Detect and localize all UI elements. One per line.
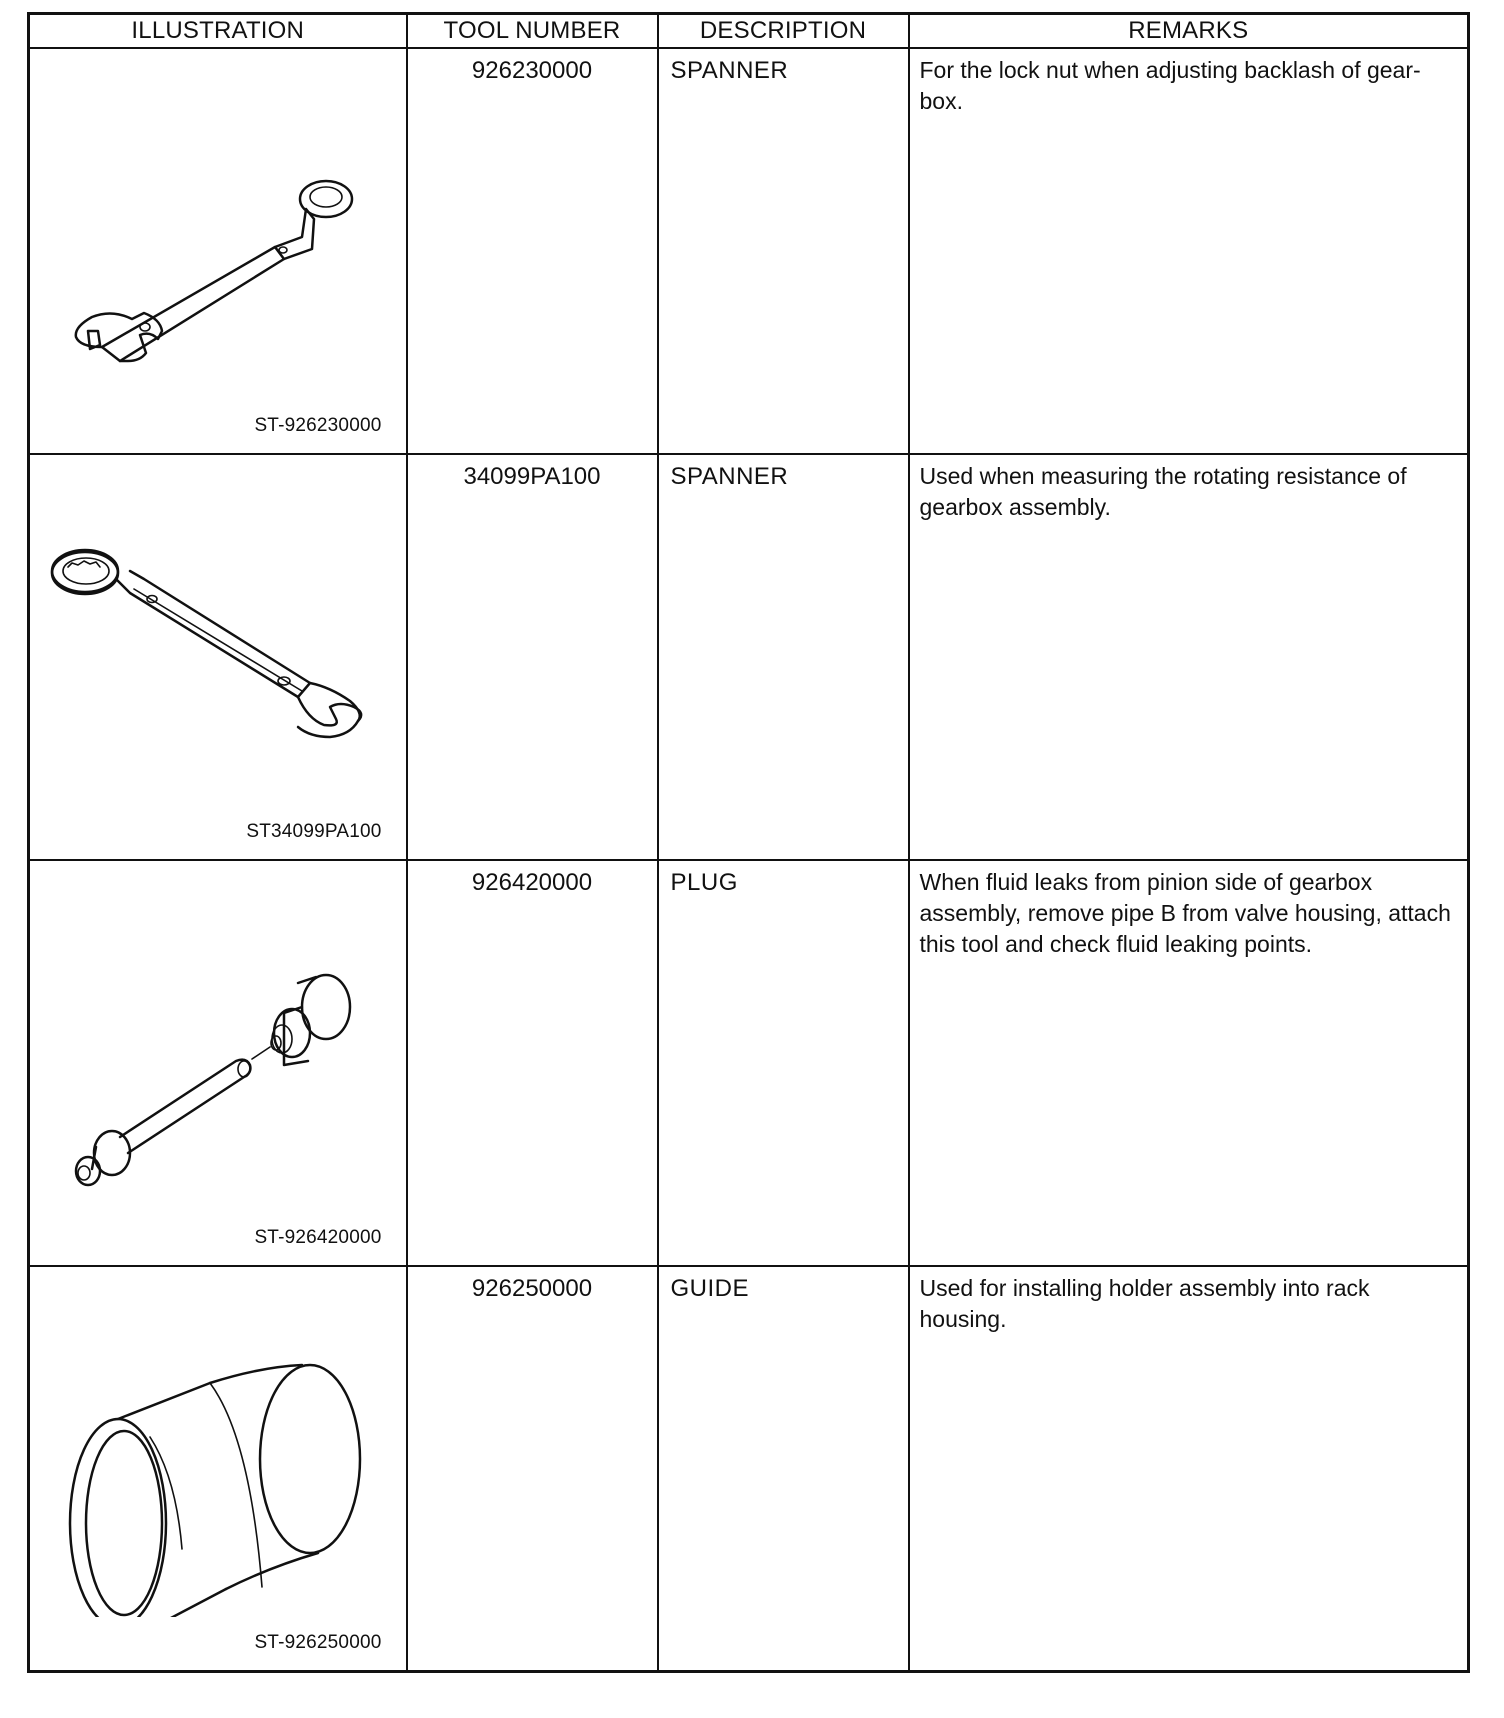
illustration-code: ST-926420000	[254, 1226, 382, 1248]
illustration-cell	[29, 1266, 407, 1672]
header-remarks: REMARKS	[909, 14, 1469, 48]
description: PLUG	[658, 860, 909, 1266]
guide-sleeve-icon	[40, 1287, 380, 1617]
description: SPANNER	[658, 48, 909, 454]
description: SPANNER	[658, 454, 909, 860]
illustration-code: ST34099PA100	[246, 820, 382, 842]
tool-number: 926230000	[407, 48, 658, 454]
header-tool-number: TOOL NUMBER	[407, 14, 658, 48]
remarks: For the lock nut when adjusting backlash of gear-box.	[909, 48, 1469, 454]
special-tools-table	[27, 12, 1470, 1673]
tool-number: 34099PA100	[407, 454, 658, 860]
offset-spanner-icon	[40, 69, 380, 399]
illustration-code: ST-926230000	[254, 414, 382, 436]
illustration-cell	[29, 48, 407, 454]
table-row	[29, 860, 1469, 1266]
illustration-cell	[29, 860, 407, 1266]
header-illustration: ILLUSTRATION	[29, 14, 407, 48]
remarks: Used for installing holder assembly into rack housing.	[909, 1266, 1469, 1672]
header-description: DESCRIPTION	[658, 14, 909, 48]
remarks: When fluid leaks from pinion side of gearbox assembly, remove pipe B from valve housing, attach this tool and check fluid leaking points.	[909, 860, 1469, 1266]
tool-number: 926420000	[407, 860, 658, 1266]
table-row	[29, 1266, 1469, 1672]
plug-tool-icon	[40, 881, 380, 1211]
combination-spanner-icon	[40, 475, 380, 805]
illustration-cell	[29, 454, 407, 860]
description: GUIDE	[658, 1266, 909, 1672]
table-row	[29, 454, 1469, 860]
remarks: Used when measuring the rotating resistance of gearbox assembly.	[909, 454, 1469, 860]
table-header-row	[29, 14, 1469, 48]
table-row	[29, 48, 1469, 454]
tool-number: 926250000	[407, 1266, 658, 1672]
illustration-code: ST-926250000	[254, 1632, 382, 1653]
